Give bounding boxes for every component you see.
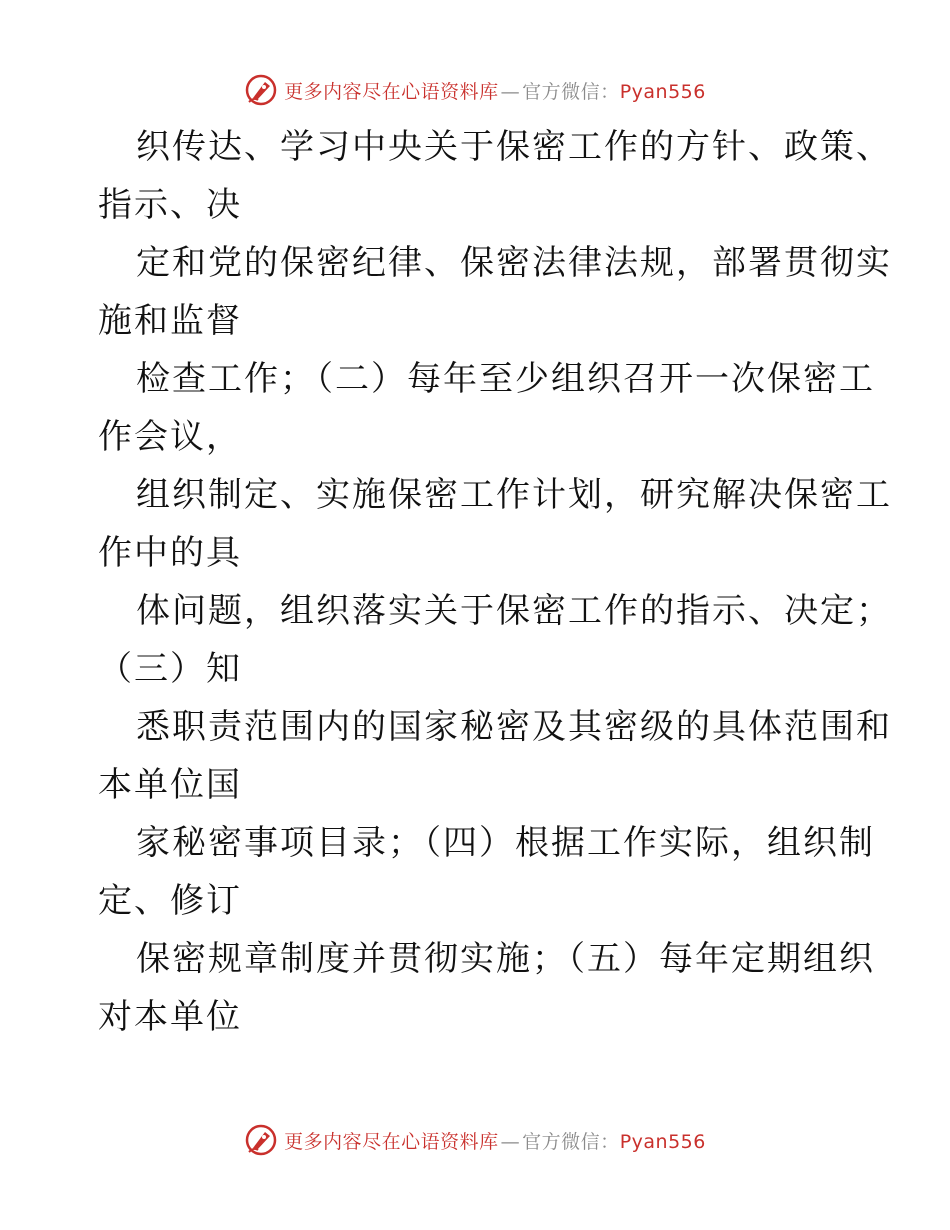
header-banner xyxy=(0,70,950,110)
body-line-8: 作中的具 xyxy=(98,533,242,573)
body-line-7: 组织制定、实施保密工作计划，研究解决保密工 xyxy=(136,475,892,515)
footer-banner xyxy=(0,1120,950,1160)
header-brand-text: 更多内容尽在心语资料库 xyxy=(284,80,499,103)
body-line-10: （三）知 xyxy=(98,649,242,689)
footer-wechat-id: Pyan556 xyxy=(619,1130,706,1153)
header-wechat-label: 官方微信： xyxy=(522,80,620,103)
body-line-14: 定、修订 xyxy=(98,881,242,921)
body-line-13: 家秘密事项目录；（四）根据工作实际，组织制 xyxy=(136,823,875,863)
footer-brand-text: 更多内容尽在心语资料库 xyxy=(284,1130,499,1153)
pen-nib-logo-icon xyxy=(244,1123,278,1157)
footer-dash: — xyxy=(500,1130,521,1153)
body-line-12: 本单位国 xyxy=(98,765,242,805)
body-line-9: 体问题，组织落实关于保密工作的指示、决定； xyxy=(136,591,892,631)
header-banner-text xyxy=(284,77,706,104)
body-line-15: 保密规章制度并贯彻实施；（五）每年定期组织 xyxy=(136,939,875,979)
body-line-5: 检查工作；（二）每年至少组织召开一次保密工 xyxy=(136,359,875,399)
body-line-11: 悉职责范围内的国家秘密及其密级的具体范围和 xyxy=(136,707,892,747)
body-line-3: 定和党的保密纪律、保密法律法规，部署贯彻实 xyxy=(136,243,892,283)
footer-banner-text xyxy=(284,1127,706,1154)
body-line-1: 织传达、学习中央关于保密工作的方针、政策、 xyxy=(136,127,892,167)
header-dash: — xyxy=(500,80,521,103)
footer-wechat-label: 官方微信： xyxy=(522,1130,620,1153)
body-line-6: 作会议， xyxy=(98,417,242,457)
body-line-4: 施和监督 xyxy=(98,301,242,341)
pen-nib-logo-icon xyxy=(244,73,278,107)
header-wechat-id: Pyan556 xyxy=(619,80,706,103)
body-line-16: 对本单位 xyxy=(98,997,242,1037)
body-line-2: 指示、决 xyxy=(98,185,242,225)
document-body xyxy=(98,118,892,1046)
